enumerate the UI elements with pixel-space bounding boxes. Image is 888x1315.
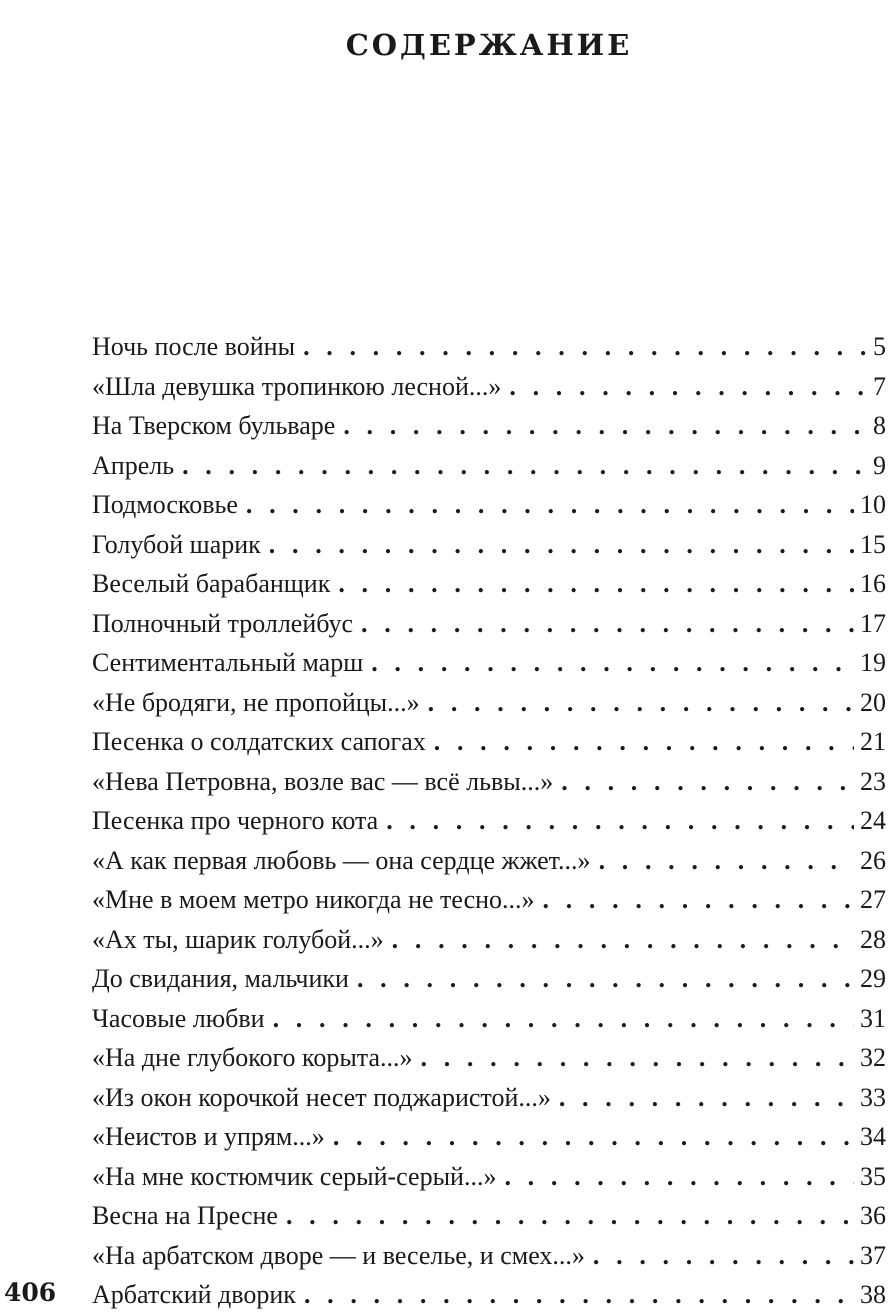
toc-entry-title: Ночь после войны xyxy=(92,332,296,361)
toc-entry xyxy=(92,643,886,683)
toc-entry-title: Апрель xyxy=(92,450,175,480)
dot-leader xyxy=(361,604,854,644)
toc-entry-page: 19 xyxy=(860,648,886,677)
toc-entry-page: 38 xyxy=(860,1280,886,1309)
toc-entry xyxy=(92,1196,886,1236)
toc-entry xyxy=(92,762,886,802)
toc-entry-page: 17 xyxy=(860,608,886,638)
toc-entry xyxy=(92,920,886,960)
toc-entry-title: «Ах ты, шарик голубой...» xyxy=(92,924,384,954)
toc-entry-title: Сентиментальный марш xyxy=(92,648,364,677)
dot-leader xyxy=(599,841,854,881)
toc-entry-title: «Шла девушка тропинкою лесной...» xyxy=(92,371,502,401)
toc-entry-page: 27 xyxy=(860,885,886,914)
toc-entry-page: 37 xyxy=(860,1240,886,1270)
toc-entry xyxy=(92,841,886,881)
dot-leader xyxy=(386,801,854,841)
dot-leader xyxy=(343,406,867,446)
toc-entry xyxy=(92,1117,886,1157)
toc-entry xyxy=(92,485,886,525)
dot-leader xyxy=(182,446,867,486)
dot-leader xyxy=(434,722,854,762)
toc-entry xyxy=(92,1038,886,1078)
toc-entry-page: 23 xyxy=(860,766,886,796)
toc-entry-page: 34 xyxy=(860,1122,886,1151)
toc-entry-title: «А как первая любовь — она сердце жжет...» xyxy=(92,845,591,875)
table-of-contents xyxy=(92,327,886,1315)
toc-entry-page: 20 xyxy=(860,687,886,717)
toc-entry-page: 9 xyxy=(873,450,886,480)
toc-entry xyxy=(92,959,886,999)
toc-entry-title: «На арбатском дворе — и веселье, и смех...» xyxy=(92,1240,585,1270)
dot-leader xyxy=(428,683,854,723)
dot-leader xyxy=(593,1236,854,1276)
toc-entry-page: 8 xyxy=(873,411,886,440)
toc-entry xyxy=(92,406,886,446)
toc-entry xyxy=(92,999,886,1039)
toc-entry-title: Песенка о солдатских сапогах xyxy=(92,727,426,756)
toc-entry xyxy=(92,1078,886,1118)
toc-entry-title: «На мне костюмчик серый-серый...» xyxy=(92,1161,497,1191)
toc-entry-page: 29 xyxy=(860,964,886,993)
toc-entry xyxy=(92,880,886,920)
toc-entry-page: 15 xyxy=(860,529,886,559)
toc-entry xyxy=(92,604,886,644)
dot-leader xyxy=(392,920,854,960)
dot-leader xyxy=(246,485,854,525)
toc-entry-title: Голубой шарик xyxy=(92,529,261,559)
toc-entry-page: 31 xyxy=(860,1003,886,1033)
dot-leader xyxy=(421,1038,854,1078)
toc-entry-title: «Из окон корочкой несет поджаристой...» xyxy=(92,1082,551,1112)
dot-leader xyxy=(371,643,854,683)
toc-entry-title: Веселый барабанщик xyxy=(92,569,331,598)
toc-entry-title: Весна на Пресне xyxy=(92,1201,278,1230)
toc-entry-page: 32 xyxy=(860,1043,886,1072)
dot-leader xyxy=(269,525,854,565)
toc-entry-title: Песенка про черного кота xyxy=(92,806,379,835)
page-title: СОДЕРЖАНИЕ xyxy=(345,28,633,63)
toc-entry xyxy=(92,1236,886,1276)
toc-entry-page: 24 xyxy=(860,806,886,835)
toc-entry-title: «Нева Петровна, возле вас — всё львы...» xyxy=(92,766,554,796)
toc-entry-title: «Не бродяги, не пропойцы...» xyxy=(92,687,420,717)
dot-leader xyxy=(333,1117,854,1157)
toc-entry-title: Полночный троллейбус xyxy=(92,608,354,638)
page-number: 406 xyxy=(4,1278,57,1307)
toc-entry-title: «Мне в моем метро никогда не тесно...» xyxy=(92,885,535,914)
dot-leader xyxy=(273,999,854,1039)
toc-entry-title: До свидания, мальчики xyxy=(92,964,349,993)
toc-entry-title: Часовые любви xyxy=(92,1003,265,1033)
toc-entry-page: 16 xyxy=(860,569,886,598)
toc-entry xyxy=(92,327,886,367)
toc-entry-title: «На дне глубокого корыта...» xyxy=(92,1043,413,1072)
dot-leader xyxy=(559,1078,854,1118)
toc-entry-page: 10 xyxy=(860,490,886,519)
toc-entry xyxy=(92,367,886,407)
dot-leader xyxy=(303,327,867,367)
dot-leader xyxy=(504,1157,854,1197)
toc-entry xyxy=(92,801,886,841)
toc-entry xyxy=(92,446,886,486)
toc-entry xyxy=(92,722,886,762)
toc-entry-page: 35 xyxy=(860,1161,886,1191)
toc-entry xyxy=(92,1157,886,1197)
toc-entry-page: 28 xyxy=(860,924,886,954)
toc-entry xyxy=(92,564,886,604)
dot-leader xyxy=(509,367,867,407)
toc-entry-title: Подмосковье xyxy=(92,490,238,519)
dot-leader xyxy=(561,762,854,802)
toc-entry-title: «Неистов и упрям...» xyxy=(92,1122,325,1151)
dot-leader xyxy=(543,880,854,920)
toc-entry-page: 36 xyxy=(860,1201,886,1230)
toc-entry-page: 21 xyxy=(860,727,886,756)
toc-entry xyxy=(92,1275,886,1315)
dot-leader xyxy=(357,959,854,999)
dot-leader xyxy=(304,1275,854,1315)
toc-entry-page: 26 xyxy=(860,845,886,875)
toc-entry-page: 5 xyxy=(873,332,886,361)
toc-entry-title: На Тверском бульваре xyxy=(92,411,336,440)
toc-entry-title: Арбатский дворик xyxy=(92,1280,296,1309)
toc-entry xyxy=(92,683,886,723)
toc-entry-page: 7 xyxy=(873,371,886,401)
toc-entry-page: 33 xyxy=(860,1082,886,1112)
toc-entry xyxy=(92,525,886,565)
dot-leader xyxy=(338,564,854,604)
dot-leader xyxy=(286,1196,854,1236)
